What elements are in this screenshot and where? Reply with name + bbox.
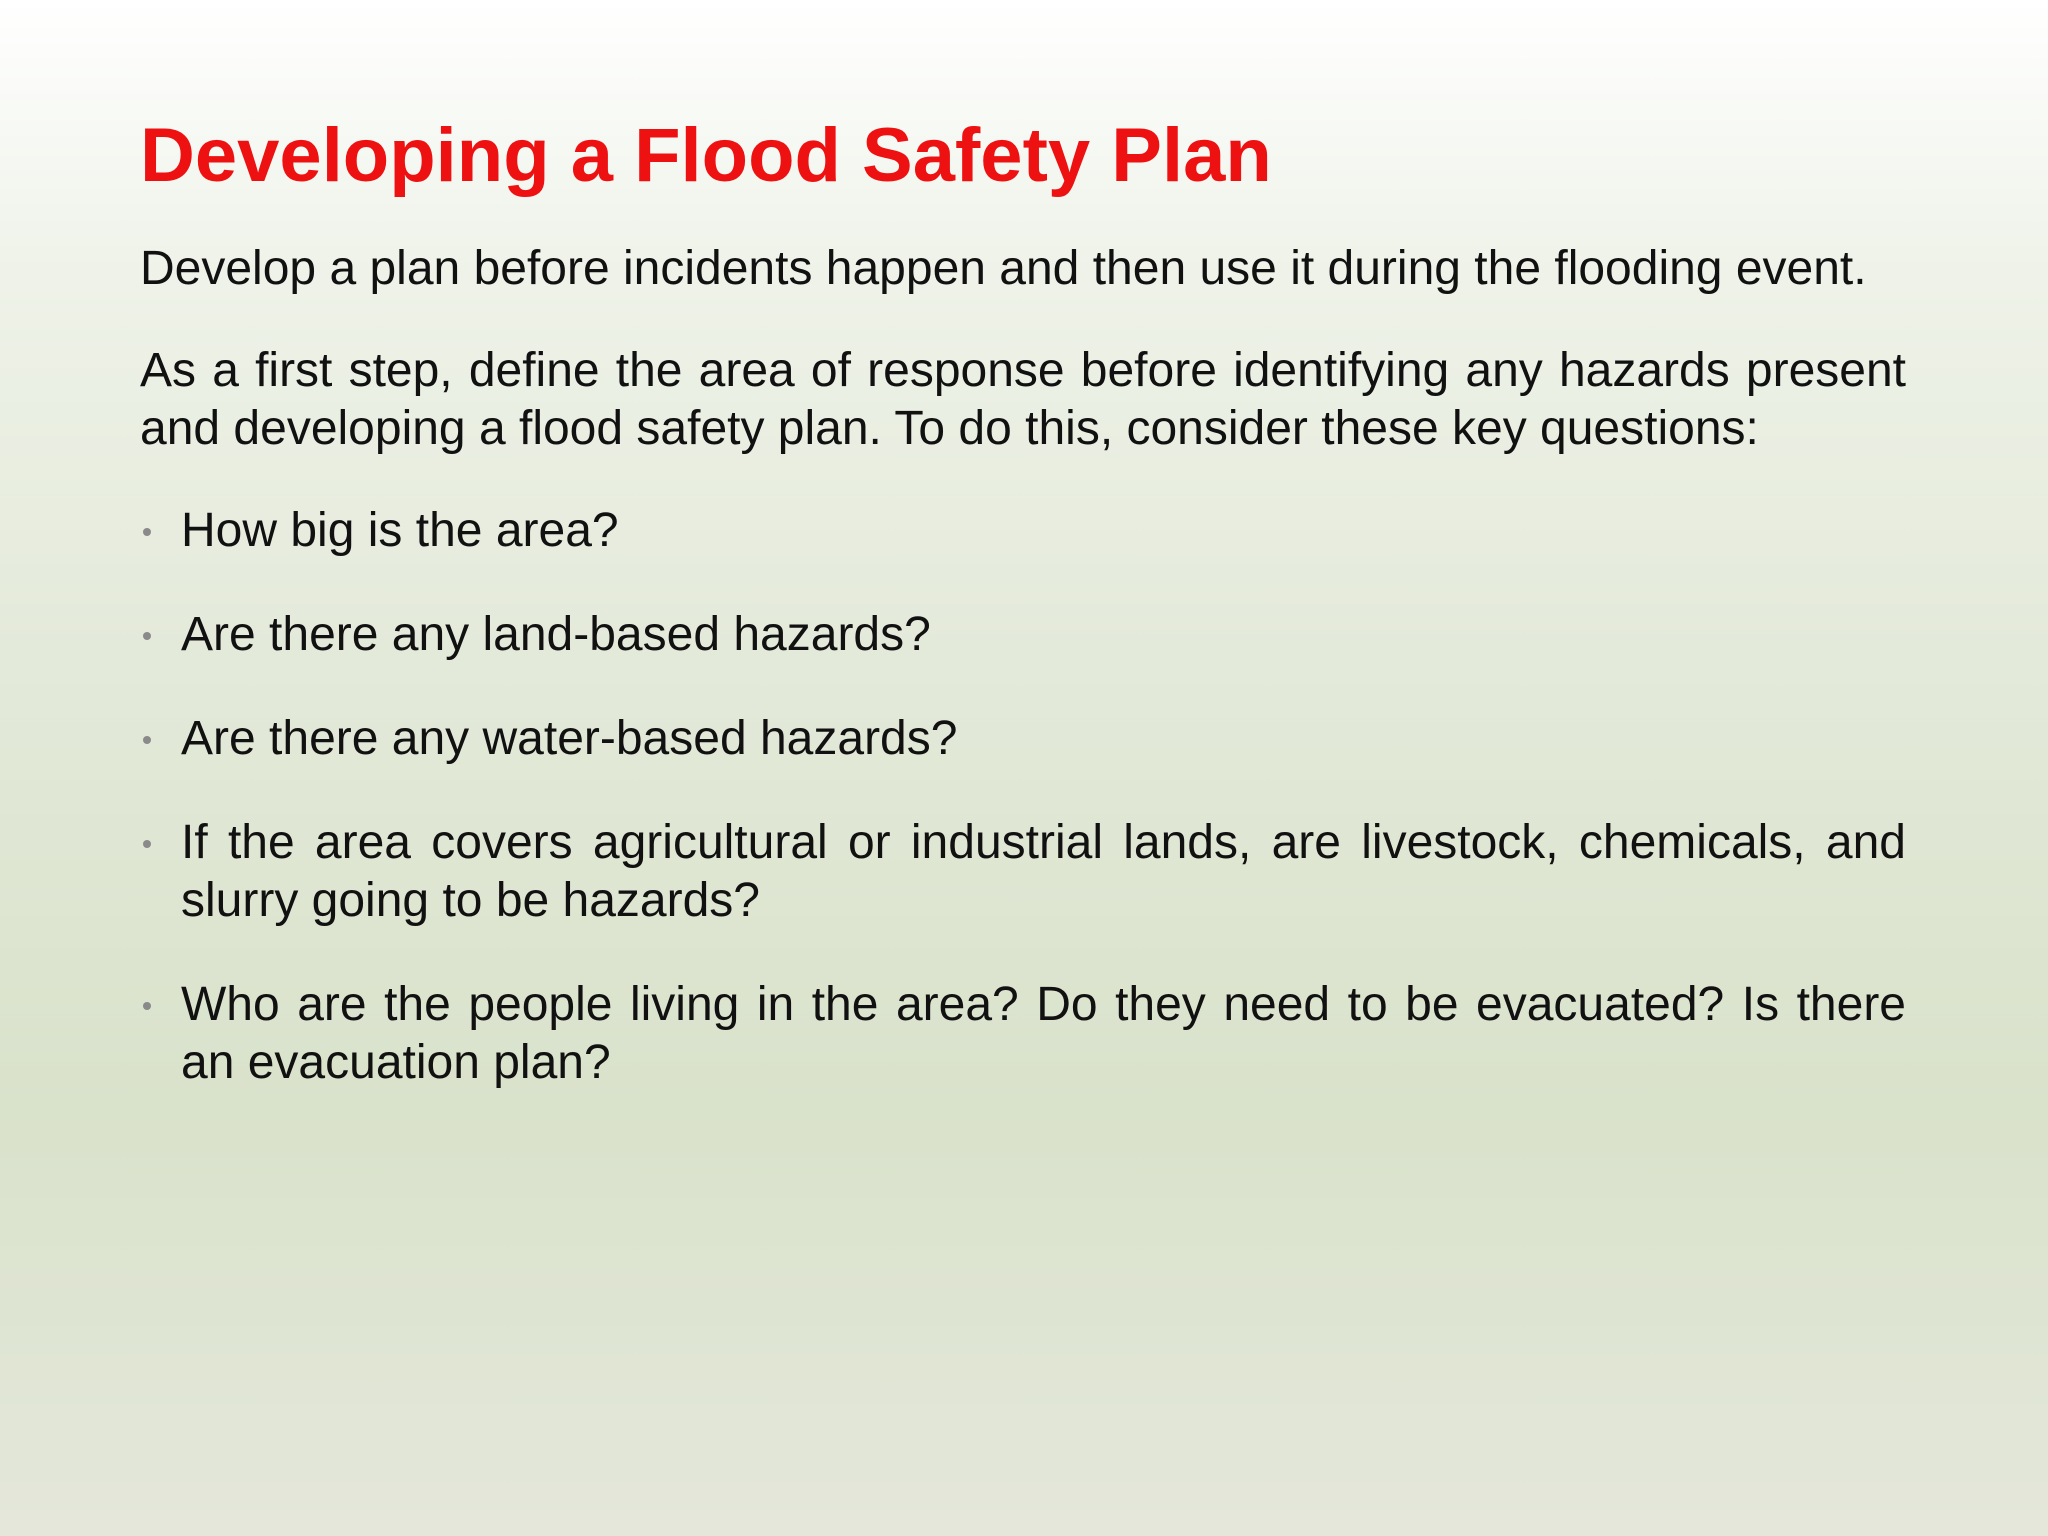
list-item xyxy=(140,814,1906,930)
bullet-dot-icon xyxy=(143,736,151,744)
list-item-text: How big is the area? xyxy=(181,504,619,557)
bullet-dot-icon xyxy=(143,840,151,848)
key-questions-list xyxy=(140,502,1906,1092)
list-item-text: Who are the people living in the area? Do they need to be evacuated? Is there an evacuation plan? xyxy=(181,978,1906,1089)
slide-body xyxy=(140,240,1906,1138)
bullet-dot-icon xyxy=(143,632,151,640)
slide-title: Developing a Flood Safety Plan xyxy=(140,113,1272,198)
bullet-dot-icon xyxy=(143,528,151,536)
list-item-text: If the area covers agricultural or industrial lands, are livestock, chemicals, and slurry going to be hazards? xyxy=(181,816,1906,927)
first-step-paragraph: As a first step, define the area of response before identifying any hazards present and developing a flood safety plan. To do this, consider these key questions: xyxy=(140,344,1906,455)
bullet-dot-icon xyxy=(143,1002,151,1010)
list-item xyxy=(140,502,1906,560)
list-item xyxy=(140,976,1906,1092)
list-item xyxy=(140,710,1906,768)
list-item-text: Are there any land-based hazards? xyxy=(181,608,931,661)
list-item xyxy=(140,606,1906,664)
list-item-text: Are there any water-based hazards? xyxy=(181,712,958,765)
intro-paragraph: Develop a plan before incidents happen and then use it during the flooding event. xyxy=(140,242,1867,295)
